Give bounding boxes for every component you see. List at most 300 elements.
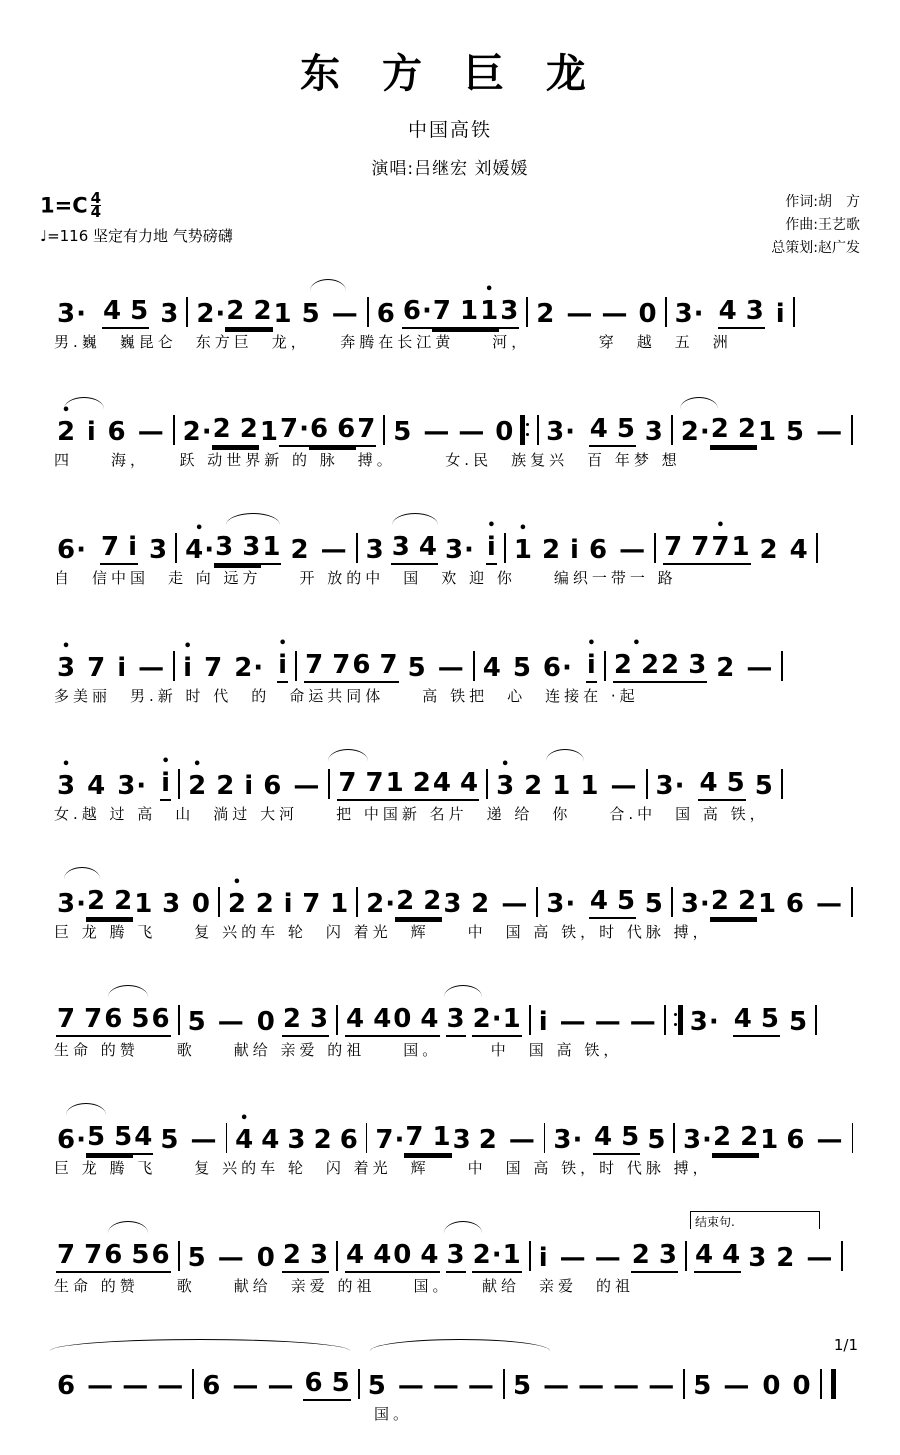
note: 5 [647,1125,666,1155]
performer-credit: 演唱:吕继宏 刘媛媛 [371,159,529,179]
music-system-1 [40,283,860,383]
barline [654,533,656,563]
music-system-3 [40,519,860,619]
barline [673,1123,675,1153]
meta-row [40,187,860,265]
note: 1 [502,1240,522,1273]
slur [64,397,104,409]
note: • i [160,768,171,801]
note: 3 [446,1004,466,1037]
barline [358,1369,360,1399]
note: • 2 [227,889,247,919]
note-row-5 [40,755,860,801]
notes-3 [40,519,860,565]
ending-label: 结束句. [695,1215,735,1229]
note: 0 4 [392,1004,439,1037]
barline [781,651,783,681]
barline [173,415,175,445]
note: 2 · [472,1004,502,1037]
barline [336,1241,338,1271]
note: 2 · [233,653,263,683]
lyric-row-5 [40,803,860,829]
note: 2 3 [631,1240,678,1273]
note: 2 · [182,417,212,447]
sustain-dash: — [128,417,164,447]
note: • 2 [56,417,76,447]
sustain-dash: — [208,1007,244,1037]
key-signature [40,189,102,221]
slur [392,513,438,525]
note: 3 [452,1125,471,1155]
note: i [570,535,579,565]
note: 7 [356,414,376,447]
barline [544,1123,546,1153]
slur [546,749,584,761]
credits-block [771,191,860,260]
note: • 4 [234,1125,254,1155]
note: 4 5 [698,768,745,801]
note: 1 [552,771,571,801]
note-row-3 [40,519,860,565]
barline [173,651,175,681]
note: 4 [87,771,106,801]
slur [444,1221,482,1233]
lyric-line: 生命 的赞 歌 献给 亲爱 的祖 国。 中 国 高 铁， [54,1041,623,1059]
barline [178,1241,180,1271]
sustain-dash: — [311,535,347,565]
note: 2 [471,889,490,919]
barline [529,1005,531,1035]
sustain-dash: — [492,889,528,919]
barline [683,1369,685,1399]
note-row-8 [40,1109,860,1155]
barline [218,887,220,917]
note: 2 [541,535,561,565]
note: 7 [204,653,223,683]
note: 4 3 [718,296,765,329]
note: 4 5 [733,1004,780,1037]
note: 7 7 [56,1240,103,1273]
note: 6 [263,771,282,801]
note: 1 2 [385,768,432,801]
slur [108,985,148,997]
note: i [86,417,96,447]
notes-5 [40,755,860,801]
note: 5 [187,1243,206,1273]
note: • 1 [479,296,499,329]
notes-7 [40,991,860,1037]
sustain-dash: — [208,1243,244,1273]
note: 3 · [680,889,710,919]
sustain-dash: — [181,1125,217,1155]
note: • 3 [56,653,76,683]
final-barline [820,1369,836,1399]
sustain-dash: — [129,653,165,683]
sustain-dash: — — [557,299,628,329]
note: 0 4 [392,1240,439,1273]
note: • 7 [710,532,730,565]
note: 6 [376,299,395,329]
slur [444,985,482,997]
note: 6 · [56,1125,86,1155]
music-system-10 [40,1355,860,1455]
lyric-row-1 [40,331,860,357]
barline [841,1241,843,1271]
note: 2 [776,1243,795,1273]
sustain-dash: — [601,771,637,801]
note: 6 · [542,653,572,683]
note: 2 [290,535,309,565]
barline [671,887,673,917]
note-row-2 [40,401,860,447]
note: 0 [495,417,514,447]
note: 6 5 [103,1004,150,1037]
barline [665,297,667,327]
note: 5 [754,771,773,801]
notes-8 [40,1109,860,1155]
note: 7 7 [304,650,351,683]
note: 3 4 [391,532,438,565]
barline [815,1005,817,1035]
time-signature-denominator: 4 [90,202,102,221]
note: 4 4 [345,1240,392,1273]
sustain-dash: — [284,771,320,801]
sustain-dash: — [737,653,773,683]
slur [328,749,368,761]
note: 6 [107,417,126,447]
slur [108,1221,148,1233]
note: 3 · [682,1125,712,1155]
sustain-dash: — — — — [534,1371,675,1401]
note: 3 [446,1240,466,1273]
barline [529,1241,531,1271]
note: 4 [261,1125,280,1155]
lyric-line: 巨 龙 腾 飞 复 兴的车 轮 闪 着光 辉 中 国 高 铁，时 代脉 搏， [54,923,712,941]
page-title: 东 方 巨 龙 [300,51,600,97]
note: 1 [259,417,278,447]
note: 2 [759,535,778,565]
note: 6 [785,889,804,919]
note: 2 · [195,299,225,329]
note: 1 [760,1125,779,1155]
slur [66,1103,106,1115]
note: 5 [407,653,426,683]
note-row-6 [40,873,860,919]
lyric-line: 巨 龙 腾 飞 复 兴的车 轮 闪 着光 辉 中 国 高 铁，时 代脉 搏， [54,1159,712,1177]
note-row-9 [40,1227,860,1273]
note: 1 [261,532,281,565]
note: i [538,1243,548,1273]
note: 6 [202,1371,221,1401]
note-row-10 [40,1355,860,1401]
note: 7 · [279,414,309,447]
music-system-2 [40,401,860,501]
note: 3 3 [214,532,261,565]
note: 4 4 [345,1004,392,1037]
barline [781,769,783,799]
barline [356,533,358,563]
barline [816,533,818,563]
barline [383,415,385,445]
note: 7 [302,889,321,919]
note: • 4 · [184,535,214,565]
barline [851,415,853,445]
lyric-row-3 [40,567,860,593]
sustain-dash: — [806,889,843,919]
note: 3 · [545,417,575,447]
slur [310,279,346,291]
note: 6 5 [103,1240,150,1273]
key-label: 1=C [40,193,88,218]
sustain-dash: — [428,653,464,683]
slur [50,1339,350,1351]
note: • 2 [187,771,207,801]
note: 3 [443,889,462,919]
note: 6 7 [351,650,398,683]
note: 4 5 [589,886,636,919]
sustain-dash: — — — [388,1371,494,1401]
note: 5 [785,417,805,447]
sustain-dash: — — [414,417,485,447]
note: 4 [482,653,501,683]
note: i [538,1007,548,1037]
slur [64,867,100,879]
note: • 3 [495,771,515,801]
note: 7 [87,653,106,683]
barline [604,651,606,681]
note: i [775,299,785,329]
note: 2 2 [710,886,757,919]
note: 6 [150,1004,170,1037]
barline [186,297,188,327]
note: 1 [758,889,777,919]
barline [851,887,853,917]
note: i [283,889,293,919]
music-system-7 [40,991,860,1091]
slur [680,397,718,409]
note: 3 · [444,535,474,565]
note: 1 [134,889,153,919]
note: 2 [536,299,555,329]
note: 6 · [402,296,432,329]
note: 7 · [374,1125,404,1155]
note: 2 2 [86,886,133,919]
note-row-1 [40,283,860,329]
note: 5 5 [86,1122,133,1155]
note: 4 5 [102,296,149,329]
sustain-dash: — [714,1371,750,1401]
notes-9 [40,1227,860,1273]
note: 1 [580,771,599,801]
note: 3 [644,417,663,447]
note: 5 [393,417,412,447]
barline [226,1123,228,1153]
note: 3 [162,889,181,919]
note: 3 · [689,1007,719,1037]
lyric-line: 男.巍 巍昆仑 东方巨 龙， 奔腾在长江黄 河， 穿 越 五 洲 [54,333,732,351]
note: 7 i [100,532,138,565]
music-system-4 [40,637,860,737]
note: 3 [287,1125,306,1155]
note: 7 7 [337,768,384,801]
note: 1 [758,417,777,447]
note: 2 2 [710,414,757,447]
note: 5 [693,1371,712,1401]
sustain-dash: — [610,535,646,565]
time-signature-numerator: 4 [90,189,102,207]
barline [366,1123,368,1153]
music-system-9 [40,1215,860,1337]
note: 4 [133,1122,153,1155]
note: 4 5 [589,414,636,447]
note: 3 [149,535,168,565]
note: 4 4 [694,1240,741,1273]
note: 2 2 [395,886,442,919]
note: 3 · [545,889,575,919]
note: 2 [716,653,735,683]
barline [486,769,488,799]
composer-credit: 作曲:王艺歌 [785,217,860,234]
music-system-8 [40,1109,860,1209]
note: 5 [367,1371,386,1401]
notes-2 [40,401,860,447]
barline [526,297,528,327]
note: 0 [638,299,657,329]
note-row-4 [40,637,860,683]
note: 5 [512,1371,532,1401]
notes-6 [40,873,860,919]
barline [178,1005,180,1035]
note: 2 3 [282,1240,329,1273]
barline [504,533,506,563]
producer-credit: 总策划:赵广发 [771,240,860,257]
lyricist-credit: 作词:胡 方 [785,194,860,210]
repeat-end-barline [664,1005,683,1035]
music-system-5 [40,755,860,855]
lyric-row-6 [40,921,860,947]
note: 0 [256,1007,275,1037]
barline [175,533,177,563]
note: • i [586,650,597,683]
lyric-row-10 [40,1403,860,1429]
note: 0 [191,889,210,919]
lyric-line: 国。 [374,1405,413,1423]
slur [370,1339,550,1351]
lyric-row-9 [40,1275,860,1301]
note: 2 3 [660,650,707,683]
note: 3 [160,299,179,329]
note: 2 2 [712,1122,759,1155]
note: 3 · [56,299,86,329]
lyric-line: 多美丽 男.新 时 代 的 命运共同体 高 铁把 心 连接在 ·起 [54,687,639,705]
note: 1 [502,1004,522,1037]
note: 1 [273,299,292,329]
note: 4 [789,535,808,565]
note: 5 [187,1007,206,1037]
note: 2 [216,771,235,801]
note: 0 [256,1243,275,1273]
sustain-dash: — — [550,1243,621,1273]
note: 3 · [552,1125,582,1155]
sustain-dash: — [807,417,843,447]
repeat-start-barline [520,415,539,445]
note: 2 · [680,417,710,447]
note: 2 3 [282,1004,329,1037]
time-signature [90,189,102,221]
music-system-6 [40,873,860,973]
sustain-dash: — — [223,1371,294,1401]
sheet-music-page [0,42,900,1423]
note: 2 · [472,1240,502,1273]
note: 6 [339,1125,358,1155]
barline [473,651,475,681]
note: 1 [730,532,750,565]
notes-1 [40,283,860,329]
note: 2 2 [212,414,259,447]
note: 1 [330,889,349,919]
barline [671,415,673,445]
barline [367,297,369,327]
lyric-row-2 [40,449,860,475]
note: 3 · [56,889,86,919]
note: 5 [301,299,320,329]
barline [852,1123,854,1153]
note: 6 [588,535,608,565]
barline [328,769,330,799]
sustain-dash: — [797,1243,833,1273]
note: 6 [786,1125,805,1155]
note: • 2 2 [613,650,660,683]
barline [295,651,297,681]
note: 3 · [116,771,146,801]
note: • 3 [56,771,76,801]
note: 6 6 [309,414,356,447]
sustain-dash: — — — [550,1007,656,1037]
note: 6 5 [303,1368,350,1401]
note: 7 7 [56,1004,103,1037]
barline [536,887,538,917]
note-row-7 [40,991,860,1037]
barline [192,1369,194,1399]
lyric-row-4 [40,685,860,711]
note: 2 · [365,889,395,919]
note: 3 [748,1243,767,1273]
note: 0 [792,1371,811,1401]
note: 3 · [674,299,704,329]
note: • i [277,650,288,683]
note: 7 1 [432,296,479,329]
note: 3 [365,535,384,565]
notes-4 [40,637,860,683]
lyric-row-8 [40,1157,860,1183]
sustain-dash: — [499,1125,535,1155]
barline [336,1005,338,1035]
note: 6 [57,1371,76,1401]
lyric-line: 自 信中国 走 向 远方 开 放的中 国 欢 迎 你 编织一带一 路 [54,569,677,587]
note: 2 [255,889,274,919]
notes-10 [40,1355,860,1401]
note: 2 [524,771,543,801]
note: 4 4 [432,768,479,801]
subtitle: 中国高铁 [407,119,492,141]
tempo-marking: ♩=116 坚定有力地 气势磅礴 [40,227,233,245]
sustain-dash: — — — [78,1371,184,1401]
note: 0 [762,1371,781,1401]
lyric-line: 四 海， 跃 动世界新 的 脉 搏。 女.民 族复兴 百 年梦 想 [54,451,681,469]
barline [793,297,795,327]
sustain-dash: — [322,299,358,329]
note: 2 [478,1125,497,1155]
